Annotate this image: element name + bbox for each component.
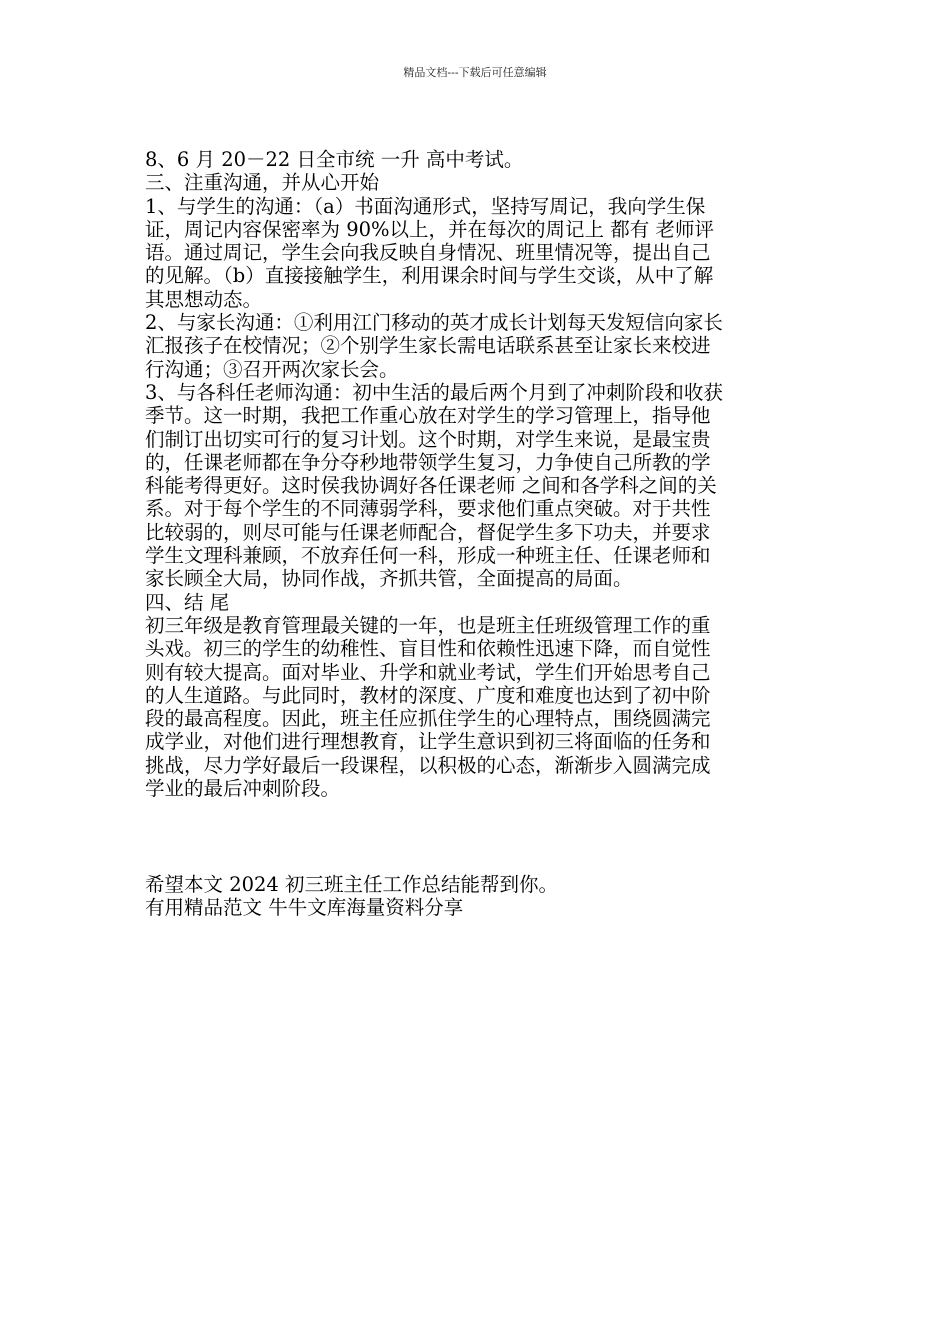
body-line: 挑战，尽力学好最后一段课程，以积极的心态，渐渐步入圆满完成 [145,753,711,777]
section-heading: 四、结 尾 [145,590,230,614]
closing-text [145,873,815,920]
body-line: 3、与各科任老师沟通：初中生活的最后两个月到了冲刺阶段和收获 [145,380,723,404]
body-line: 们制订出切实可行的复习计划。这个时期，对学生来说，是最宝贵 [145,427,711,451]
body-line: 季节。这一时期，我把工作重心放在对学生的学习管理上，指导他 [145,404,711,428]
body-line: 家长顾全大局，协同作战，齐抓共管，全面提高的局面。 [145,567,633,591]
body-line: 科能考得更好。这时侯我协调好各任课老师 之间和各学科之间的关 [145,474,717,498]
body-line: 汇报孩子在校情况；②个别学生家长需电话联系甚至让家长来校进 [145,334,711,358]
body-line: 段的最高程度。因此，班主任应抓住学生的心理特点，围绕圆满完 [145,707,711,731]
closing-line: 有用精品范文 牛牛文库海量资料分享 [145,896,464,920]
body-line: 初三年级是教育管理最关键的一年，也是班主任班级管理工作的重 [145,613,711,637]
body-line: 则有较大提高。面对毕业、升学和就业考试，学生们开始思考自己 [145,660,711,684]
body-line: 系。对于每个学生的不同薄弱学科，要求他们重点突破。对于共性 [145,497,711,521]
body-line: 成学业，对他们进行理想教育，让学生意识到初三将面临的任务和 [145,730,711,754]
body-line: 学生文理科兼顾，不放弃任何一科，形成一种班主任、任课老师和 [145,544,711,568]
body-line: 证，周记内容保密率为 90%以上，并在每次的周记上 都有 老师评 [145,217,714,241]
body-line: 的见解。（b）直接接触学生，利用课余时间与学生交谈，从中了解 [145,264,714,288]
closing-line: 希望本文 2024 初三班主任工作总结能帮到你。 [145,873,559,896]
body-line: 8、6 月 20－22 日全市统 一升 高中考试。 [145,148,524,171]
body-line: 其思想动态。 [145,287,263,311]
section-heading: 三、注重沟通，并从心开始 [145,171,380,195]
body-line: 学业的最后冲刺阶段。 [145,777,341,801]
body-line: 1、与学生的沟通：（a）书面沟通形式，坚持写周记，我向学生保 [145,194,706,218]
document-body [145,148,815,800]
body-line: 语。通过周记，学生会向我反映自身情况、班里情况等，提出自己 [145,241,711,265]
body-line: 的，任课老师都在争分夺秒地带领学生复习，力争使自己所教的学 [145,450,711,474]
body-line: 2、与家长沟通：①利用江门移动的英才成长计划每天发短信向家长 [145,311,723,335]
body-line: 比较弱的，则尽可能与任课老师配合，督促学生多下功夫，并要求 [145,520,711,544]
body-line: 头戏。初三的学生的幼稚性、盲目性和依赖性迅速下降，而自觉性 [145,637,711,661]
page-header: 精品文档---下载后可任意编辑 [403,66,547,79]
body-line: 行沟通；③召开两次家长会。 [145,357,399,381]
body-line: 的人生道路。与此同时，教材的深度、广度和难度也达到了初中阶 [145,683,711,707]
